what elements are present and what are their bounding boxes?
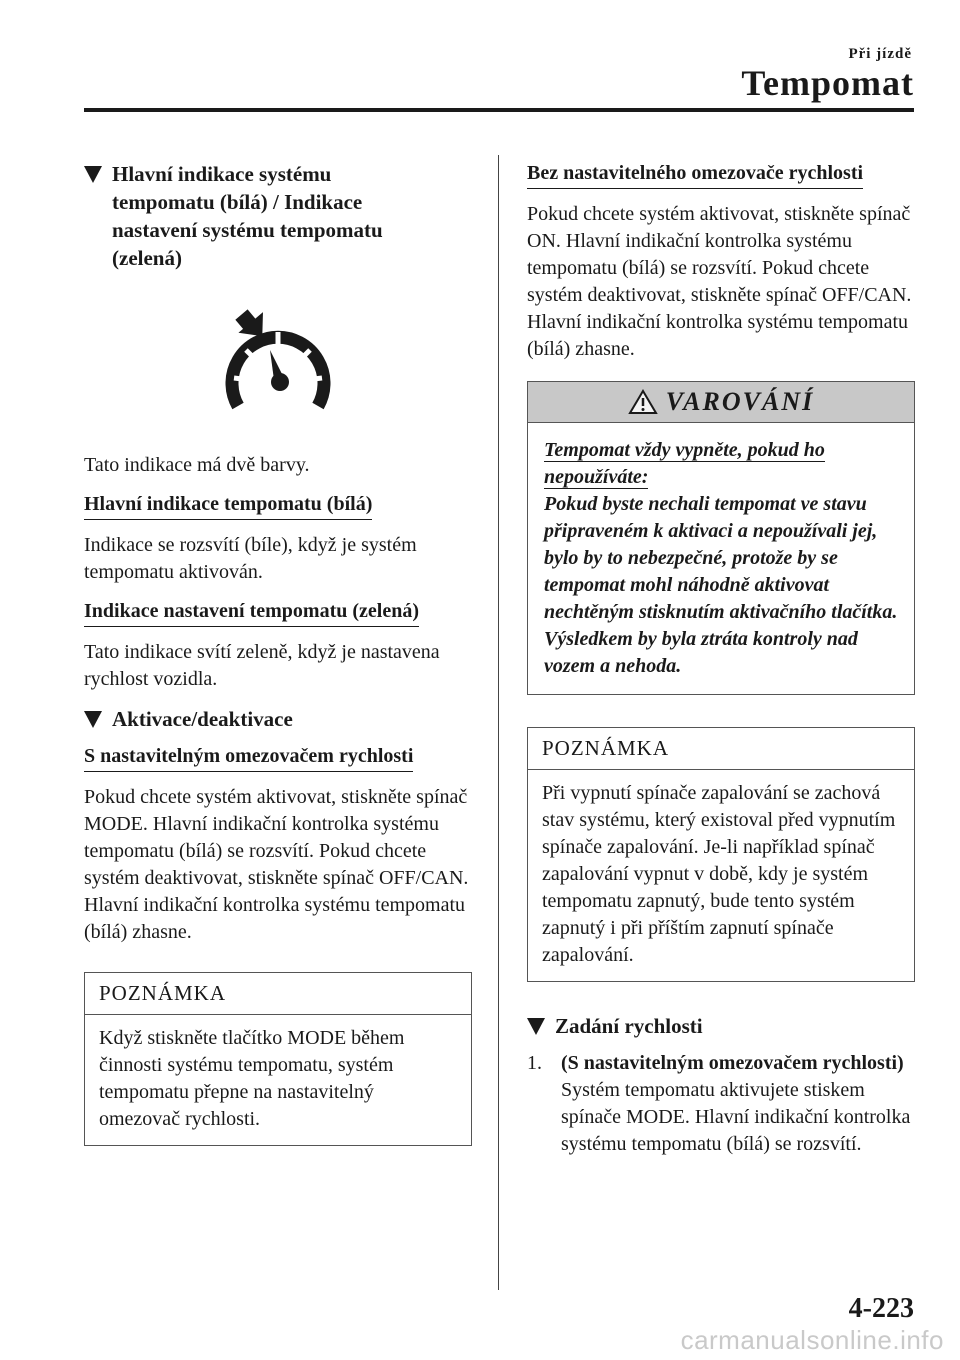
- section-heading-text: Hlavní indikace systému tempomatu (bílá) / Indikace nastavení systému tempomatu (zelená): [112, 162, 383, 270]
- note-box: [84, 972, 472, 1146]
- watermark: carmanualsonline.info: [680, 1325, 944, 1355]
- cruise-control-indicator-icon: [84, 308, 472, 428]
- running-header: Při jízdě: [848, 46, 912, 62]
- triangle-bullet-icon: [527, 1018, 545, 1035]
- warning-subtitle: Tempomat vždy vypněte, pokud ho nepoužíváte:: [544, 439, 825, 488]
- note-text: Při vypnutí spínače zapalování se zachová stav systému, který existoval před vypnutím spínače zapalování. Je-li například spínač zapalování vypnut v době, kdy je systém tempomatu zapnutý, bude tento systém zapnutý i při příštím zapnutí spínače zapalování.: [542, 782, 896, 966]
- subheading-without-limiter: Bez nastavitelného omezovače rychlosti: [527, 160, 863, 189]
- note-title: POZNÁMKA: [528, 728, 914, 770]
- without-limiter-text: Pokud chcete systém aktivovat, stiskněte spínač ON. Hlavní indikační kontrolka systému tempomatu (bílá) se rozsvítí. Pokud chcete systém deaktivovat, stiskněte spínač OFF/CAN. Hlavní indikační kontrolka systému tempomatu (bílá) zhasne.: [527, 203, 912, 360]
- note-text: Když stiskněte tlačítko MODE během činnosti systému tempomatu, systém tempomatu přepne na nastavitelný omezovač rychlosti.: [99, 1027, 405, 1130]
- section-heading-speed-setting: [527, 1012, 915, 1040]
- right-column: [527, 160, 915, 1158]
- item-text: Systém tempomatu aktivujete stiskem spínače MODE. Hlavní indikační kontrolka systému tempomatu (bílá) se rozsvítí.: [561, 1079, 911, 1155]
- warning-triangle-icon: [628, 389, 658, 415]
- warning-header: [528, 382, 914, 423]
- page-number: 4-223: [848, 1293, 914, 1324]
- item-title: (S nastavitelným omezovačem rychlosti): [561, 1052, 904, 1074]
- warning-body: [528, 423, 914, 694]
- note-title: POZNÁMKA: [85, 973, 471, 1015]
- warning-title: VAROVÁNÍ: [665, 387, 815, 416]
- item-number: 1.: [527, 1052, 542, 1074]
- warning-box: [527, 381, 915, 695]
- section-heading-text: Aktivace/deaktivace: [112, 707, 293, 731]
- subheading-main-indicator: Hlavní indikace tempomatu (bílá): [84, 491, 372, 520]
- section-heading-text: Zadání rychlosti: [555, 1014, 703, 1038]
- note-box: [527, 727, 915, 982]
- item-content: [561, 1050, 915, 1158]
- subheading-with-limiter: S nastavitelným omezovačem rychlosti: [84, 743, 413, 772]
- section-heading-indicators: [84, 160, 472, 272]
- header-rule: [84, 108, 914, 112]
- numbered-item-1: [527, 1050, 915, 1158]
- column-divider: [498, 155, 499, 1290]
- set-indicator-text: Tato indikace svítí zeleně, když je nastavena rychlost vozidla.: [84, 641, 440, 690]
- intro-text: Tato indikace má dvě barvy.: [84, 454, 310, 476]
- section-heading-activation: [84, 705, 472, 733]
- page-title: Tempomat: [741, 63, 914, 103]
- triangle-bullet-icon: [84, 711, 102, 728]
- with-limiter-text: Pokud chcete systém aktivovat, stiskněte spínač MODE. Hlavní indikační kontrolka systému tempomatu (bílá) se rozsvítí. Pokud chcete systém deaktivovat, stiskněte spínač OFF/CAN. Hlavní indikační kontrolka systému tempomatu (bílá) zhasne.: [84, 786, 469, 943]
- left-column: [84, 160, 472, 1170]
- subheading-set-indicator: Indikace nastavení tempomatu (zelená): [84, 598, 419, 627]
- warning-text: Pokud byste nechali tempomat ve stavu připraveném k aktivaci a nepoužívali jej, bylo by to nebezpečné, protože by se tempomat mohl náhodně aktivovat nechtěným stisknutím aktivačního tlačítka. Výsledkem by byla ztráta kontroly nad vozem a nehoda.: [544, 493, 898, 677]
- main-indicator-text: Indikace se rozsvítí (bíle), když je systém tempomatu aktivován.: [84, 534, 417, 583]
- triangle-bullet-icon: [84, 166, 102, 183]
